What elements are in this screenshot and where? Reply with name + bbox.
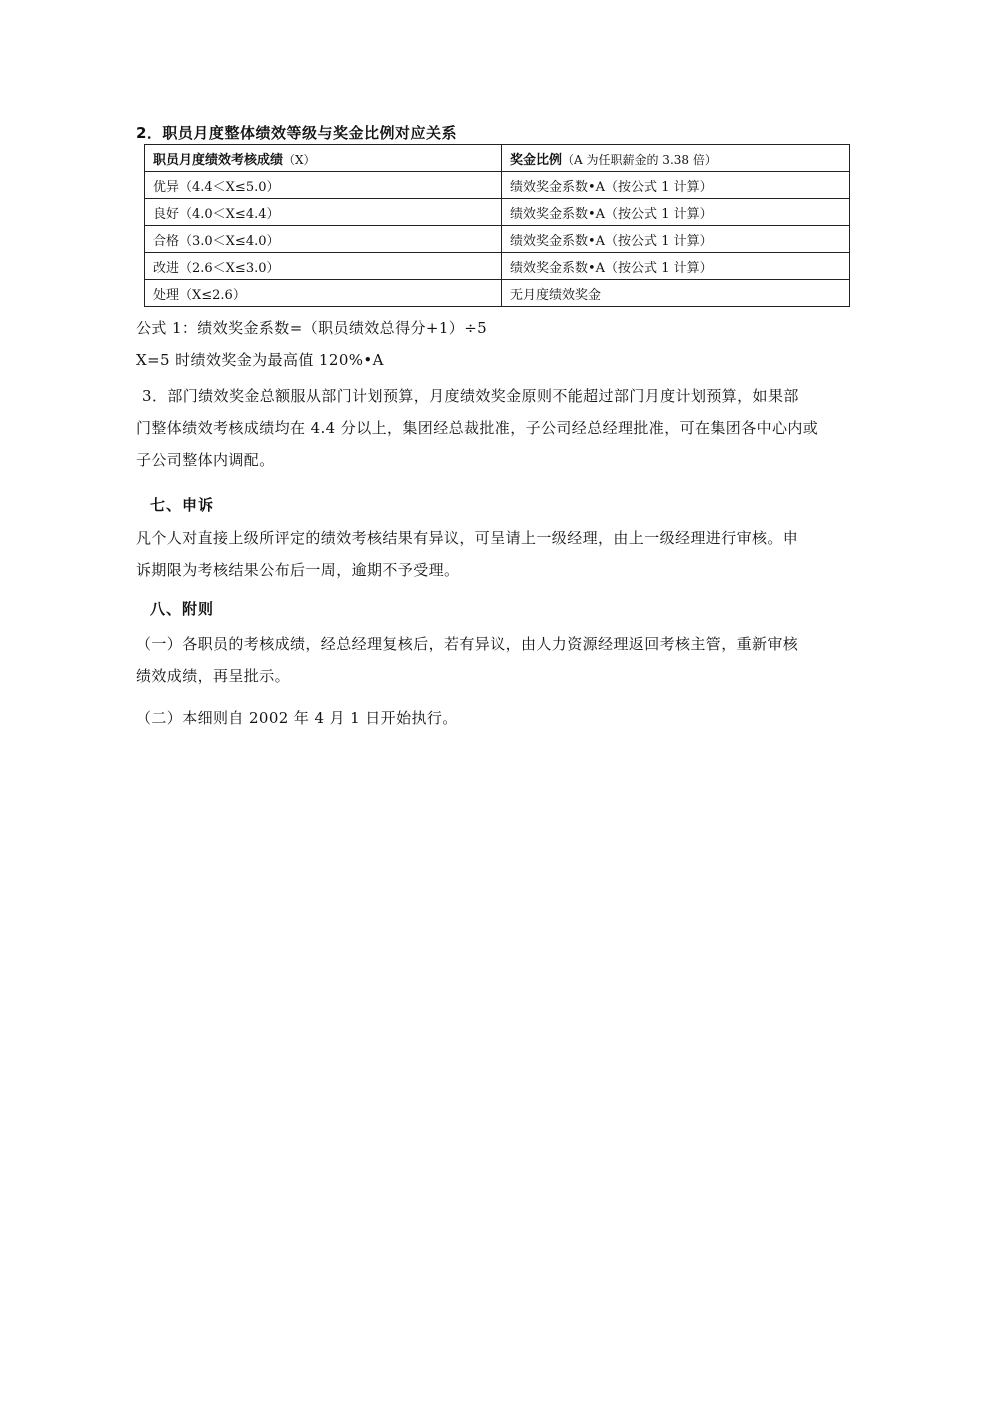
table-header-ratio: 奖金比例（A 为任职薪金的 3.38 倍） <box>502 145 850 172</box>
section-7-title: 七、申诉 <box>150 496 215 514</box>
ratio-cell: 绩效奖金系数•A（按公式 1 计算） <box>502 172 850 199</box>
item-3-line-3: 子公司整体内调配。 <box>136 451 275 469</box>
ratio-cell: 无月度绩效奖金 <box>502 280 850 307</box>
formula-1: 公式 1：绩效奖金系数=（职员绩效总得分+1）÷5 <box>136 319 488 337</box>
rule-2: （二）本细则自 2002 年 4 月 1 日开始执行。 <box>136 709 458 727</box>
rule-1-line-2: 绩效成绩，再呈批示。 <box>136 667 291 685</box>
table-header-grade: 职员月度绩效考核成绩（X） <box>145 145 502 172</box>
table-row <box>145 172 850 199</box>
item-3-line-1: 3．部门绩效奖金总额服从部门计划预算，月度绩效奖金原则不能超过部门月度计划预算，如果部 <box>142 387 799 405</box>
grade-bonus-table <box>144 144 850 307</box>
appeal-line-1: 凡个人对直接上级所评定的绩效考核结果有异议，可呈请上一级经理，由上一级经理进行审核。申 <box>136 529 799 547</box>
table-row <box>145 226 850 253</box>
appeal-line-2: 诉期限为考核结果公布后一周，逾期不予受理。 <box>136 561 460 579</box>
formula-note: X=5 时绩效奖金为最高值 120%•A <box>136 351 384 369</box>
rule-1-line-1: （一）各职员的考核成绩，经总经理复核后，若有异议，由人力资源经理返回考核主管，重新审核 <box>136 635 799 653</box>
appeal-paragraph <box>136 522 884 586</box>
table-row <box>145 253 850 280</box>
section-2-heading: 2．职员月度整体绩效等级与奖金比例对应关系 <box>136 124 457 142</box>
section-8-title: 八、附则 <box>150 600 215 618</box>
rule-1-paragraph <box>136 628 884 692</box>
grade-cell: 良好（4.0＜X≤4.4） <box>145 199 502 226</box>
grade-cell: 处理（X≤2.6） <box>145 280 502 307</box>
ratio-cell: 绩效奖金系数•A（按公式 1 计算） <box>502 253 850 280</box>
table-row <box>145 280 850 307</box>
grade-cell: 优异（4.4＜X≤5.0） <box>145 172 502 199</box>
ratio-cell: 绩效奖金系数•A（按公式 1 计算） <box>502 199 850 226</box>
grade-cell: 改进（2.6＜X≤3.0） <box>145 253 502 280</box>
grade-cell: 合格（3.0＜X≤4.0） <box>145 226 502 253</box>
table-header-row <box>145 145 850 172</box>
item-3-line-2: 门整体绩效考核成绩均在 4.4 分以上，集团经总裁批准，子公司经总经理批准，可在集团各中心内或 <box>136 419 819 437</box>
item-3-paragraph <box>136 380 884 476</box>
ratio-cell: 绩效奖金系数•A（按公式 1 计算） <box>502 226 850 253</box>
table-row <box>145 199 850 226</box>
